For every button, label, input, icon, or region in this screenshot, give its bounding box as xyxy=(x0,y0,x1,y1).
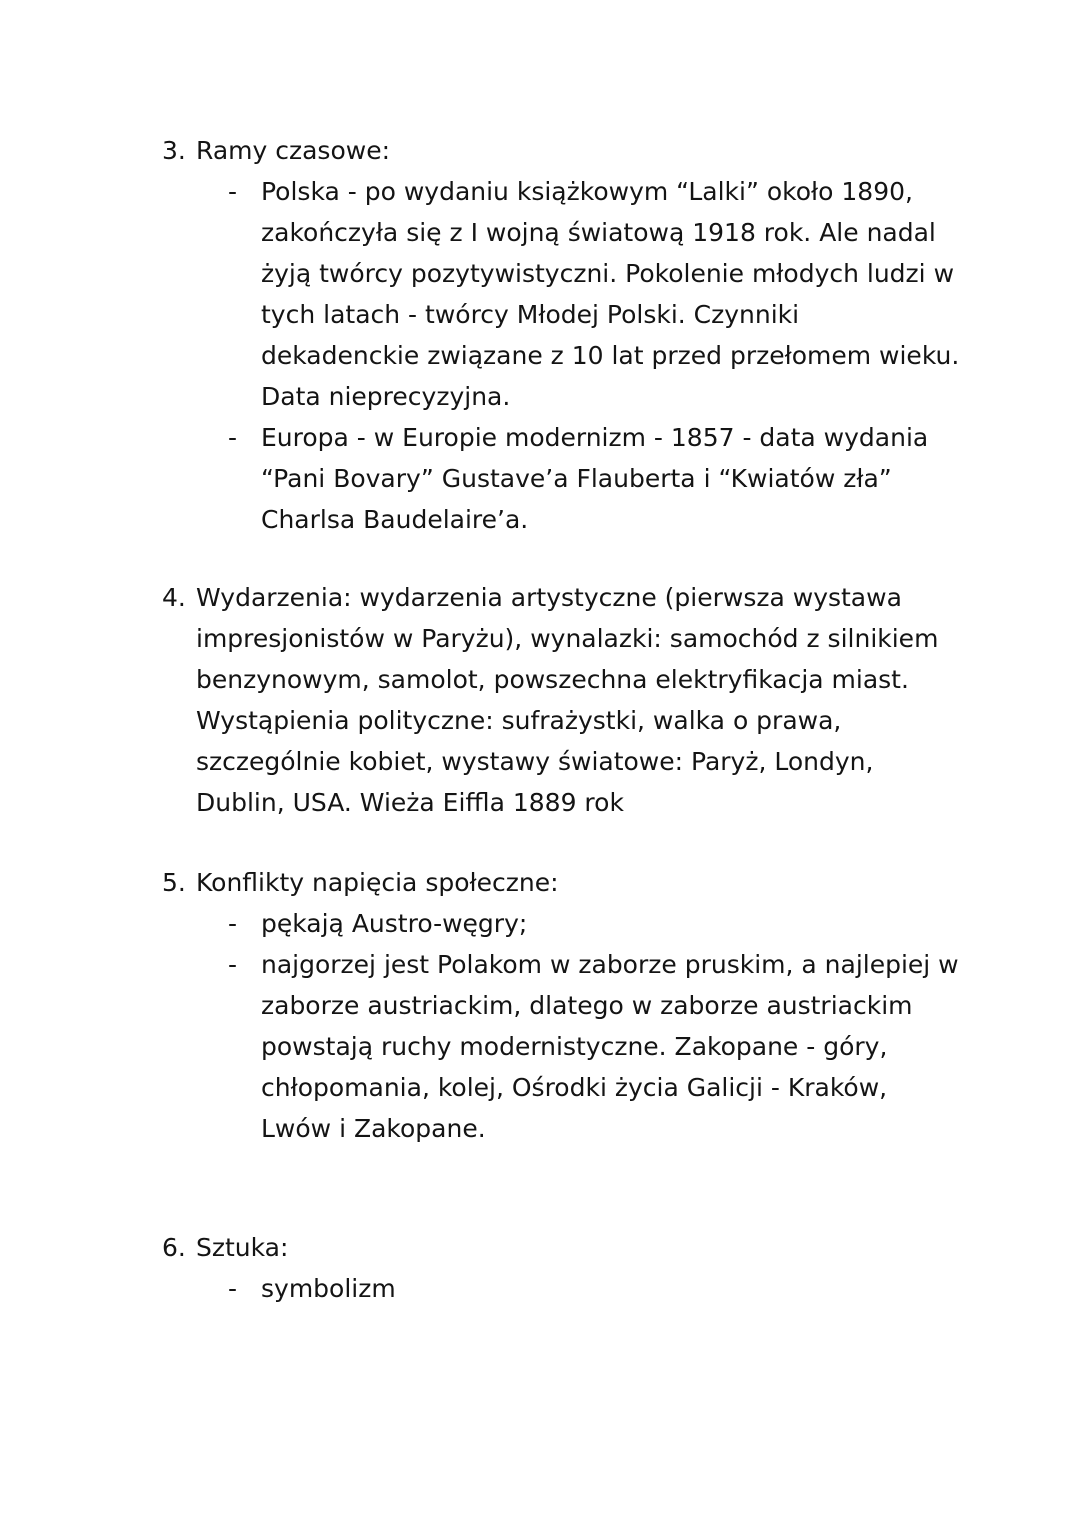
section-sztuka xyxy=(162,1227,962,1309)
bullet-dash: - xyxy=(228,909,238,938)
bullet-text: symbolizm xyxy=(261,1274,396,1303)
list-item xyxy=(162,944,961,1149)
section-paragraph: impresjonistów w Paryżu), wynalazki: samochód z silnikiem benzynowym, samolot, powszechna elektryfikacja miast. Wystąpienia polityczne: sufrażystki, walka o prawa, szczególnie kobiet, wystawy światowe: Paryż, Londyn, Dublin, USA. Wieża Eiffla 1889 rok xyxy=(196,624,939,817)
list-item xyxy=(162,1268,961,1309)
section-title: Wydarzenia: wydarzenia artystyczne (pierwsza wystawa xyxy=(196,583,902,612)
section-wydarzenia xyxy=(162,577,962,823)
section-title: Sztuka: xyxy=(196,1233,289,1262)
bullet-list xyxy=(162,171,962,540)
bullet-dash: - xyxy=(228,177,238,206)
bullet-list xyxy=(162,903,962,1149)
section-number: 5. xyxy=(162,868,186,897)
bullet-text: najgorzej jest Polakom w zaborze pruskim, a najlepiej w zaborze austriackim, dlatego w zaborze austriackim powstają ruchy modernistyczne. Zakopane - góry, chłopomania, kolej, Ośrodki życia Galicji - Kraków, Lwów i Zakopane. xyxy=(261,950,959,1143)
section-ramy-czasowe xyxy=(162,130,962,540)
section-konflikty xyxy=(162,862,962,1149)
section-title: Ramy czasowe: xyxy=(196,136,390,165)
bullet-text: Europa - w Europie modernizm - 1857 - data wydania “Pani Bovary” Gustave’a Flauberta i “Kwiatów zła” Charlsa Baudelaire’a. xyxy=(261,423,929,534)
bullet-text: pękają Austro-węgry; xyxy=(261,909,528,938)
bullet-dash: - xyxy=(228,950,238,979)
list-item xyxy=(162,417,961,540)
bullet-dash: - xyxy=(228,423,238,452)
bullet-text: Polska - po wydaniu książkowym “Lalki” około 1890, zakończyła się z I wojną światową 1918 rok. Ale nadal żyją twórcy pozytywistyczni. Pokolenie młodych ludzi w tych latach - twórcy Młodej Polski. Czynniki dekadenckie związane z 10 lat przed przełomem wieku. Data nieprecyzyjna. xyxy=(261,177,960,411)
bullet-dash: - xyxy=(228,1274,238,1303)
section-number: 6. xyxy=(162,1233,186,1262)
section-heading xyxy=(162,577,962,618)
section-number: 3. xyxy=(162,136,186,165)
section-heading xyxy=(162,862,962,903)
bullet-list xyxy=(162,1268,962,1309)
section-heading xyxy=(162,130,962,171)
list-item xyxy=(162,171,961,417)
section-number: 4. xyxy=(162,583,186,612)
list-item xyxy=(162,903,961,944)
section-heading xyxy=(162,1227,962,1268)
section-title: Konflikty napięcia społeczne: xyxy=(196,868,559,897)
